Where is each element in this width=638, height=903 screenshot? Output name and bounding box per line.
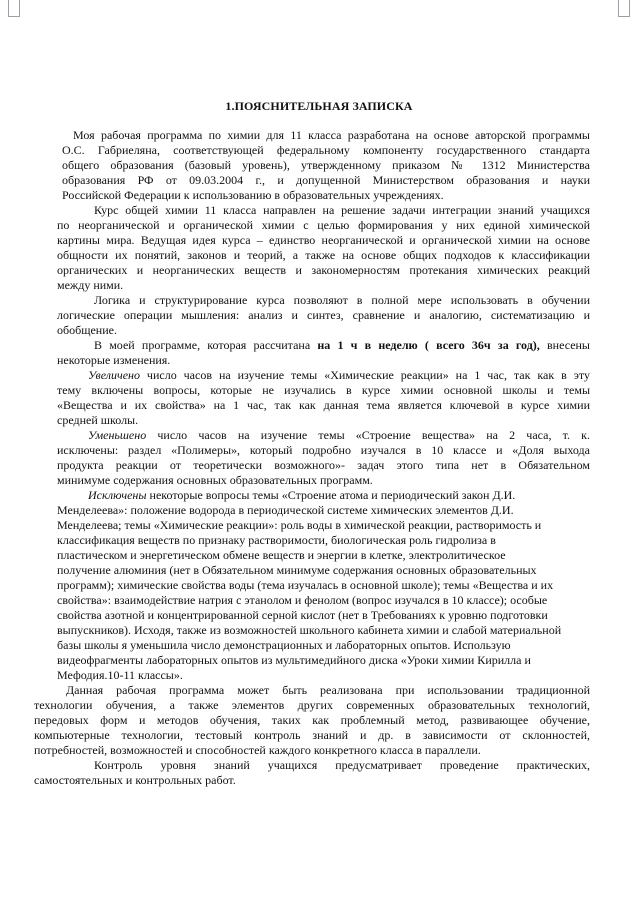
- text-line: Менделеева; темы «Химические реакции»: роль воды в химической реакции, растворимость и: [57, 518, 542, 532]
- text-line: передовых форм и методов обучения, таких как проблемный метод, развивающее обучение,: [34, 713, 590, 727]
- text-line: Исключены некоторые вопросы темы «Строение атома и периодический закон Д.И.: [88, 488, 516, 502]
- text-line: органических и неорганических веществ и закономерностям протекания химических реакций: [57, 263, 590, 277]
- text-line: «Вещества и их свойства» на 1 час, так как данная тема является ключевой в курсе химии: [57, 398, 590, 412]
- text-line: классификация веществ по признаку растворимости, биологическая роль гидролиза в: [57, 533, 496, 547]
- text-line: образования РФ от 09.03.2004 г., и допущенной Министерством образования и науки: [62, 173, 590, 187]
- text-line: Логика и структурирование курса позволяют в полной мере использовать в обучении: [94, 293, 590, 307]
- text-line: свойства азотной и концентрированной серной кислот (нет в Требованиях к уровню подготовки: [57, 608, 548, 622]
- text-line: Увеличено число часов на изучение темы «Химические реакции» на 1 час, так как в эту: [88, 368, 590, 382]
- text-line: средней школы.: [57, 413, 139, 427]
- text-line: по неорганической и органической химии с целью формирования у них единой химической: [57, 218, 590, 232]
- text-line: компьютерные технологии, тестовый контроль знаний и др. в зависимости от склонностей,: [34, 728, 590, 742]
- text-line: Уменьшено число часов на изучение темы «Строение вещества» на 2 часа, т. к.: [88, 428, 590, 442]
- text-line: тему включены вопросы, которые не изучались в курсе химии основной школы и темы: [57, 383, 590, 397]
- text-line: общего образования (базовый уровень), утвержденному приказом № 1312 Министерства: [62, 158, 590, 172]
- text-line: выпускников). Исходя, также из возможностей школьного кабинета химии и слабой материальной: [57, 623, 562, 637]
- text-line: продукта реакции от теоретически возможного»- задач этого типа нет в Обязательном: [57, 458, 590, 472]
- text-line: получение алюминия (нет в Обязательном минимуме содержания основных образовательных: [57, 563, 537, 577]
- text-line: потребностей, возможностей и способностей каждого конкретного класса в параллели.: [34, 743, 481, 757]
- text-line: логические операции мышления: анализ и синтез, сравнение и аналогию, систематизацию и: [57, 308, 590, 322]
- document-title: 1.ПОЯСНИТЕЛЬНАЯ ЗАПИСКА: [225, 99, 413, 113]
- text-line: некоторые изменения.: [57, 353, 171, 367]
- text-line: Моя рабочая программа по химии для 11 класса разработана на основе авторской программы: [73, 128, 590, 142]
- text-line: видеофрагменты лабораторных опытов из мультимедийного диска «Уроки химии Кирилла и: [57, 653, 531, 667]
- text-line: минимуме содержания основных образовательных программ.: [57, 473, 373, 487]
- text-line: О.С. Габриеляна, соответствующей федеральному компоненту государственного стандарта: [62, 143, 590, 157]
- text-line: между ними.: [57, 278, 124, 292]
- text-line: картины мира. Ведущая идея курса – единство неорганической и органической химии на основе: [57, 233, 590, 247]
- text-line: технологии обучения, а также элементов других современных образовательных технологий,: [34, 698, 590, 712]
- text-line: Российской Федерации к использованию в образовательных учреждениях.: [62, 188, 444, 202]
- text-line: обобщение.: [57, 323, 117, 337]
- text-line: исключены: раздел «Полимеры», который подробно изучался в 10 классе и «Доля выхода: [57, 443, 590, 457]
- text-line: Контроль уровня знаний учащихся предусматривает проведение практических,: [94, 758, 590, 772]
- text-line: самостоятельных и контрольных работ.: [34, 773, 236, 787]
- page-corner-left: [8, 0, 20, 17]
- text-line: базы школы я уменьшила число демонстрационных и лабораторных опытов. Использую: [57, 638, 511, 652]
- text-line: общности их понятий, законов и теорий, а также на основе общих подходов к классификации: [57, 248, 590, 262]
- page-corner-right: [618, 0, 630, 17]
- text-line: В моей программе, которая рассчитана на 1 ч в неделю ( всего 36ч за год), внесены: [94, 338, 590, 352]
- text-line: Мефодия.10-11 классы».: [57, 668, 183, 682]
- text-line: Курс общей химии 11 класса направлен на решение задачи интеграции знаний учащихся: [94, 203, 590, 217]
- text-line: Данная рабочая программа может быть реализована при использовании традиционной: [66, 683, 590, 697]
- text-line: свойства»: взаимодействие натрия с этанолом и фенолом (вопрос изучался в 10 классе); особые: [57, 593, 548, 607]
- text-line: Менделеева»: положение водорода в периодической системе химических элементов Д.И.: [57, 503, 514, 517]
- text-line: программ); химические свойства воды (тема изучалась в основной школе); темы «Вещества и их: [57, 578, 554, 592]
- text-line: пластическом и энергетическом обмене веществ и энергии в клетке, электролитическое: [57, 548, 506, 562]
